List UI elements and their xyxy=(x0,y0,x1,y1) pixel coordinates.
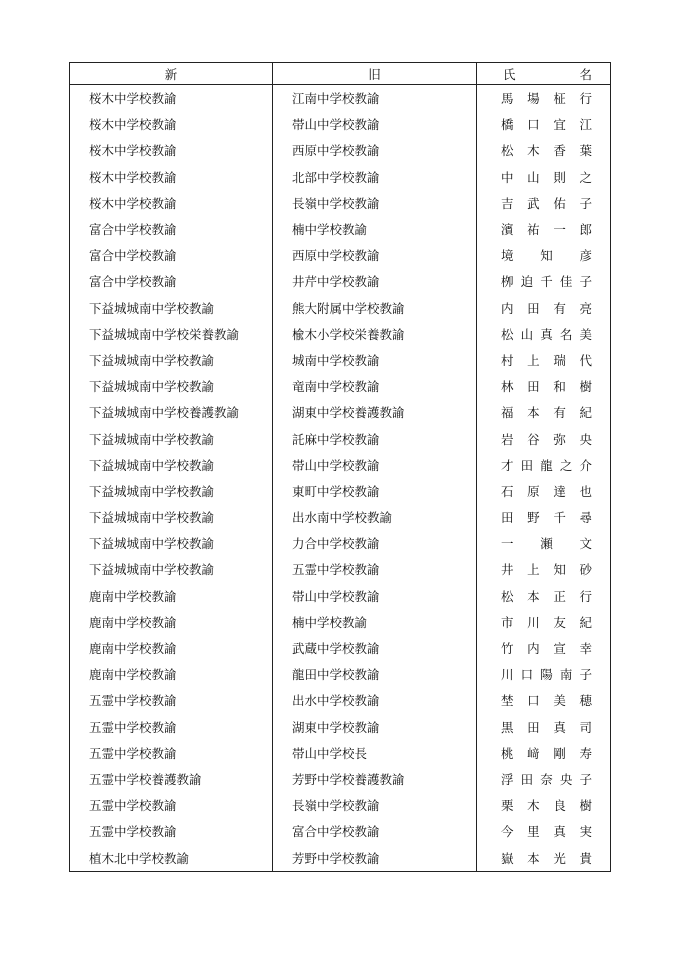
person-name: 橋 口 宜 江 xyxy=(501,117,592,133)
person-name: 中 山 則 之 xyxy=(501,169,592,185)
person-name-cell xyxy=(477,504,611,530)
person-name-cell xyxy=(477,609,611,635)
old-position-cell: 出水中学校教諭 xyxy=(273,687,477,713)
person-name: 一 瀬 文 xyxy=(501,536,592,552)
old-position-cell: 湖東中学校教諭 xyxy=(273,714,477,740)
old-position-cell: 北部中学校教諭 xyxy=(273,164,477,190)
old-position-cell: 武蔵中学校教諭 xyxy=(273,635,477,661)
person-name-cell xyxy=(477,661,611,687)
person-name-cell xyxy=(477,530,611,556)
table-row xyxy=(70,242,611,268)
person-name-cell xyxy=(477,766,611,792)
new-position-cell: 富合中学校教諭 xyxy=(70,268,273,294)
person-name-cell xyxy=(477,792,611,818)
table-row xyxy=(70,661,611,687)
new-position-cell: 鹿南中学校教諭 xyxy=(70,635,273,661)
header-name-wrapper xyxy=(477,65,610,83)
table-row xyxy=(70,452,611,478)
old-position-cell: 井芹中学校教諭 xyxy=(273,268,477,294)
person-name-cell xyxy=(477,583,611,609)
person-name-cell xyxy=(477,216,611,242)
person-name: 内 田 有 亮 xyxy=(501,300,592,316)
new-position-cell: 下益城城南中学校教諭 xyxy=(70,452,273,478)
table-row xyxy=(70,556,611,582)
new-position-cell: 五霊中学校教諭 xyxy=(70,740,273,766)
table-row xyxy=(70,714,611,740)
new-position-cell: 富合中学校教諭 xyxy=(70,216,273,242)
header-old-position: 旧 xyxy=(273,63,477,85)
person-name: 岩 谷 弥 央 xyxy=(501,431,592,447)
person-name: 埜 口 美 穂 xyxy=(501,693,592,709)
table-row xyxy=(70,583,611,609)
person-name: 栁 迫 千 佳 子 xyxy=(501,274,592,290)
old-position-cell: 五霊中学校教諭 xyxy=(273,556,477,582)
new-position-cell: 下益城城南中学校教諭 xyxy=(70,425,273,451)
new-position-cell: 下益城城南中学校教諭 xyxy=(70,373,273,399)
table-body xyxy=(70,85,611,872)
old-position-cell: 出水南中学校教諭 xyxy=(273,504,477,530)
old-position-cell: 長嶺中学校教諭 xyxy=(273,792,477,818)
person-name-cell xyxy=(477,268,611,294)
old-position-cell: 芳野中学校養護教諭 xyxy=(273,766,477,792)
table-row xyxy=(70,687,611,713)
new-position-cell: 鹿南中学校教諭 xyxy=(70,609,273,635)
person-name: 福 本 有 紀 xyxy=(501,405,592,421)
person-name: 嶽 本 光 貴 xyxy=(501,850,592,866)
table-row xyxy=(70,347,611,373)
new-position-cell: 富合中学校教諭 xyxy=(70,242,273,268)
new-position-cell: 下益城城南中学校教諭 xyxy=(70,530,273,556)
table-row xyxy=(70,504,611,530)
person-name: 村 上 瑞 代 xyxy=(501,352,592,368)
table-row xyxy=(70,373,611,399)
new-position-cell: 五霊中学校教諭 xyxy=(70,687,273,713)
personnel-transfer-table xyxy=(69,62,611,872)
old-position-cell: 城南中学校教諭 xyxy=(273,347,477,373)
header-name xyxy=(477,63,611,85)
person-name-cell xyxy=(477,452,611,478)
new-position-cell: 桜木中学校教諭 xyxy=(70,190,273,216)
person-name-cell xyxy=(477,137,611,163)
person-name: 川 口 陽 南 子 xyxy=(501,667,592,683)
new-position-cell: 五霊中学校教諭 xyxy=(70,818,273,844)
header-name-family: 氏 xyxy=(503,66,516,82)
table-row xyxy=(70,164,611,190)
person-name-cell xyxy=(477,425,611,451)
person-name-cell xyxy=(477,111,611,137)
table-row xyxy=(70,268,611,294)
person-name: 今 里 真 実 xyxy=(501,824,592,840)
old-position-cell: 芳野中学校教諭 xyxy=(273,844,477,871)
person-name: 浮 田 奈 央 子 xyxy=(501,771,592,787)
person-name: 市 川 友 紀 xyxy=(501,614,592,630)
new-position-cell: 桜木中学校教諭 xyxy=(70,164,273,190)
person-name-cell xyxy=(477,190,611,216)
person-name: 松 木 香 葉 xyxy=(501,143,592,159)
table-row xyxy=(70,85,611,112)
new-position-cell: 下益城城南中学校教諭 xyxy=(70,556,273,582)
person-name-cell xyxy=(477,818,611,844)
person-name-cell xyxy=(477,242,611,268)
old-position-cell: 力合中学校教諭 xyxy=(273,530,477,556)
person-name-cell xyxy=(477,373,611,399)
old-position-cell: 帯山中学校教諭 xyxy=(273,111,477,137)
new-position-cell: 下益城城南中学校養護教諭 xyxy=(70,399,273,425)
table-row xyxy=(70,766,611,792)
person-name-cell xyxy=(477,687,611,713)
old-position-cell: 長嶺中学校教諭 xyxy=(273,190,477,216)
person-name: 才 田 龍 之 介 xyxy=(501,457,592,473)
new-position-cell: 植木北中学校教諭 xyxy=(70,844,273,871)
old-position-cell: 帯山中学校教諭 xyxy=(273,452,477,478)
old-position-cell: 龍田中学校教諭 xyxy=(273,661,477,687)
person-name-cell xyxy=(477,164,611,190)
new-position-cell: 五霊中学校教諭 xyxy=(70,792,273,818)
table-row xyxy=(70,635,611,661)
old-position-cell: 熊大附属中学校教諭 xyxy=(273,295,477,321)
table-row xyxy=(70,111,611,137)
person-name-cell xyxy=(477,556,611,582)
person-name: 吉 武 佑 子 xyxy=(501,195,592,211)
person-name-cell xyxy=(477,844,611,871)
person-name: 馬 場 柾 行 xyxy=(501,91,592,107)
header-name-given: 名 xyxy=(579,66,592,82)
header-new-position: 新 xyxy=(70,63,273,85)
person-name: 石 原 達 也 xyxy=(501,483,592,499)
new-position-cell: 下益城城南中学校栄養教諭 xyxy=(70,321,273,347)
person-name-cell xyxy=(477,740,611,766)
person-name: 松 本 正 行 xyxy=(501,588,592,604)
person-name: 林 田 和 樹 xyxy=(501,379,592,395)
old-position-cell: 湖東中学校養護教諭 xyxy=(273,399,477,425)
person-name: 井 上 知 砂 xyxy=(501,562,592,578)
new-position-cell: 鹿南中学校教諭 xyxy=(70,583,273,609)
old-position-cell: 東町中学校教諭 xyxy=(273,478,477,504)
new-position-cell: 桜木中学校教諭 xyxy=(70,111,273,137)
header-row xyxy=(70,63,611,85)
table-row xyxy=(70,399,611,425)
table-row xyxy=(70,609,611,635)
person-name-cell xyxy=(477,85,611,112)
table-header xyxy=(70,63,611,85)
person-name-cell xyxy=(477,635,611,661)
person-name: 黒 田 真 司 xyxy=(501,719,592,735)
old-position-cell: 楠中学校教諭 xyxy=(273,216,477,242)
new-position-cell: 下益城城南中学校教諭 xyxy=(70,478,273,504)
person-name: 栗 木 良 樹 xyxy=(501,798,592,814)
person-name-cell xyxy=(477,295,611,321)
person-name: 境 知 彦 xyxy=(501,248,592,264)
person-name-cell xyxy=(477,399,611,425)
old-position-cell: 帯山中学校長 xyxy=(273,740,477,766)
new-position-cell: 下益城城南中学校教諭 xyxy=(70,504,273,530)
person-name: 竹 内 宣 幸 xyxy=(501,641,592,657)
table-row xyxy=(70,321,611,347)
table-row xyxy=(70,530,611,556)
new-position-cell: 五霊中学校養護教諭 xyxy=(70,766,273,792)
old-position-cell: 江南中学校教諭 xyxy=(273,85,477,112)
old-position-cell: 富合中学校教諭 xyxy=(273,818,477,844)
table-row xyxy=(70,425,611,451)
table-row xyxy=(70,190,611,216)
old-position-cell: 楠中学校教諭 xyxy=(273,609,477,635)
old-position-cell: 竜南中学校教諭 xyxy=(273,373,477,399)
table-row xyxy=(70,295,611,321)
old-position-cell: 楡木小学校栄養教諭 xyxy=(273,321,477,347)
new-position-cell: 下益城城南中学校教諭 xyxy=(70,347,273,373)
table-row xyxy=(70,818,611,844)
table-row xyxy=(70,844,611,871)
new-position-cell: 五霊中学校教諭 xyxy=(70,714,273,740)
person-name: 松 山 真 名 美 xyxy=(501,326,592,342)
table-row xyxy=(70,137,611,163)
new-position-cell: 桜木中学校教諭 xyxy=(70,137,273,163)
person-name-cell xyxy=(477,321,611,347)
table-row xyxy=(70,216,611,242)
new-position-cell: 桜木中学校教諭 xyxy=(70,85,273,112)
table-row xyxy=(70,792,611,818)
person-name-cell xyxy=(477,714,611,740)
old-position-cell: 託麻中学校教諭 xyxy=(273,425,477,451)
person-name: 桃 﨑 剛 寿 xyxy=(501,745,592,761)
person-name: 田 野 千 尋 xyxy=(501,510,592,526)
new-position-cell: 下益城城南中学校教諭 xyxy=(70,295,273,321)
person-name-cell xyxy=(477,347,611,373)
table-row xyxy=(70,740,611,766)
person-name-cell xyxy=(477,478,611,504)
old-position-cell: 西原中学校教諭 xyxy=(273,242,477,268)
table-row xyxy=(70,478,611,504)
new-position-cell: 鹿南中学校教諭 xyxy=(70,661,273,687)
old-position-cell: 西原中学校教諭 xyxy=(273,137,477,163)
person-name: 濱 祐 一 郎 xyxy=(501,222,592,238)
old-position-cell: 帯山中学校教諭 xyxy=(273,583,477,609)
